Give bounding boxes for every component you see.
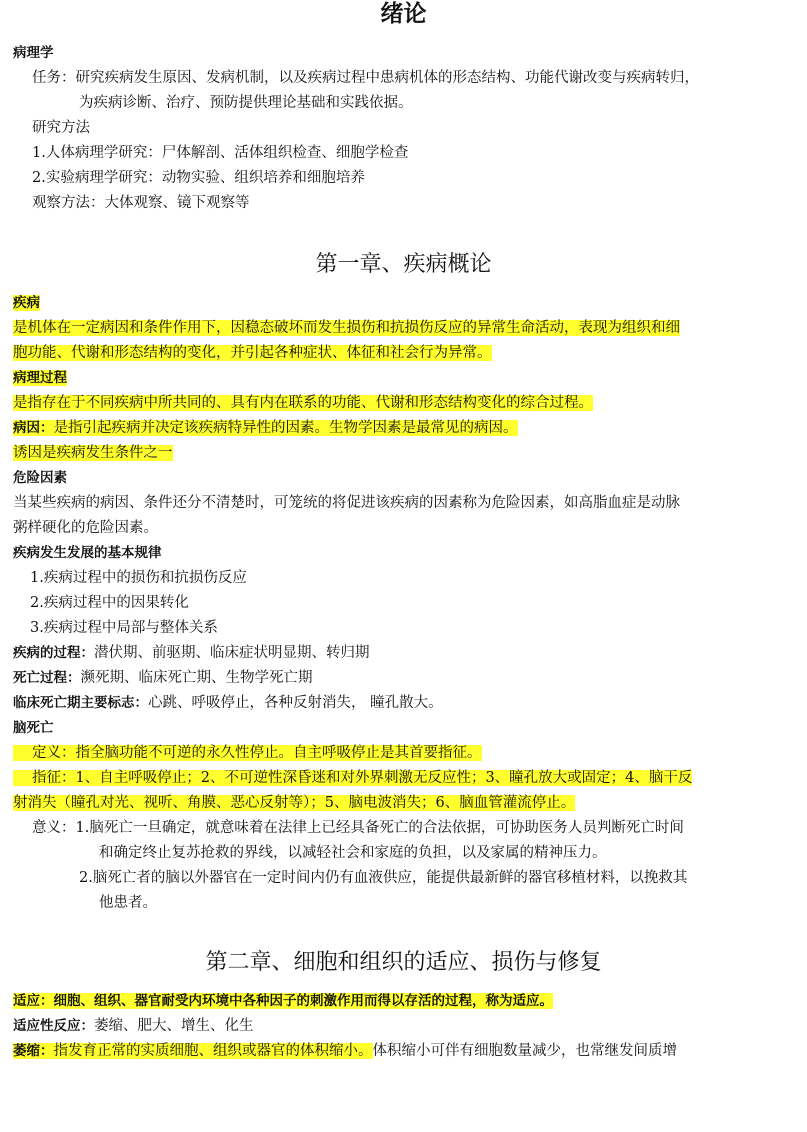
task-line-2: 为疾病诊断、治疗、预防提供理论基础和实践依据。 (79, 95, 413, 111)
chapter-2-title: 第二章、细胞和组织的适应、损伤与修复 (205, 950, 602, 975)
disease-course: 疾病的过程：潜伏期、前驱期、临床症状明显期、转归期 (13, 645, 370, 661)
adaptive-response: 适应性反应：萎缩、肥大、增生、化生 (13, 1018, 254, 1034)
cause-def: 病因：是指引起疾病并决定该疾病特异性的因素。生物学因素是最常见的病因。 (13, 420, 518, 436)
observe-method: 观察方法：大体观察、镜下观察等 (32, 195, 250, 211)
process-label: 病理过程 (13, 370, 67, 386)
brain-death-label: 脑死亡 (13, 720, 54, 736)
rule-item-1: 1.疾病过程中的损伤和抗损伤反应 (30, 570, 247, 586)
risk-def-line-2: 粥样硬化的危险因素。 (13, 520, 158, 536)
intro-title: 绪论 (380, 0, 427, 27)
method-item-1: 1.人体病理学研究：尸体解剖、活体组织检查、细胞学检查 (32, 145, 409, 161)
meaning-item-2-cont: 他患者。 (99, 895, 157, 911)
disease-def-line-2: 胞功能、代谢和形态结构的变化，并引起各种症状、体征和社会行为异常。 (13, 345, 492, 361)
brain-death-sign-line-2: 射消失（瞳孔对光、视听、角膜、恶心反射等）；5、脑电波消失；6、脑血管灌流停止。 (13, 795, 576, 811)
rule-label: 疾病发生发展的基本规律 (13, 545, 162, 561)
risk-def-line-1: 当某些疾病的病因、条件还分不清楚时，可笼统的将促进该疾病的因素称为危险因素，如高脂血症是动脉 (13, 495, 680, 511)
clinical-death-signs: 临床死亡期主要标志：心跳、呼吸停止，各种反射消失， 瞳孔散大。 (13, 695, 443, 711)
trigger-def: 诱因是疾病发生条件之一 (13, 445, 173, 461)
intro-heading: 病理学 (13, 45, 54, 61)
process-def: 是指存在于不同疾病中所共同的、具有内在联系的功能、代谢和形态结构变化的综合过程。 (13, 395, 593, 411)
rule-item-2: 2.疾病过程中的因果转化 (30, 595, 189, 611)
intro-task (32, 67, 699, 89)
brain-death-sign-line-1: 指征：1、自主呼吸停止；2、不可逆性深昏迷和对外界刺激无反应性；3、瞳孔放大或固定；4、脑干反 (13, 767, 692, 789)
disease-label: 疾病 (13, 295, 40, 311)
rule-item-3: 3.疾病过程中局部与整体关系 (30, 620, 218, 636)
method-item-2: 2.实验病理学研究：动物实验、组织培养和细胞培养 (32, 170, 365, 186)
method-title: 研究方法 (32, 120, 90, 136)
disease-def-line-1: 是机体在一定病因和条件作用下，因稳态破坏而发生损伤和抗损伤反应的异常生命活动，表现为组织和细 (13, 320, 680, 336)
meaning-item-1: 意义：1.脑死亡一旦确定，就意味着在法律上已经具备死亡的合法依据，可协助医务人员判断死亡时间 (32, 820, 684, 836)
death-process: 死亡过程：濒死期、临床死亡期、生物学死亡期 (13, 670, 313, 686)
meaning-label: 意义： (32, 820, 76, 836)
task-label: 任务： (32, 70, 76, 86)
chapter-1-title: 第一章、疾病概论 (315, 252, 492, 277)
task-line-1: 研究疾病发生原因、发病机制，以及疾病过程中患病机体的形态结构、功能代谢改变与疾病转归， (75, 70, 699, 86)
atrophy-def: 萎缩：指发育正常的实质细胞、组织或器官的体积缩小。体积缩小可伴有细胞数量减少，也常继发间质增 (13, 1043, 677, 1059)
meaning-item-2: 2.脑死亡者的脑以外器官在一定时间内仍有血液供应，能提供最新鲜的器官移植材料，以挽救其 (79, 870, 688, 886)
adapt-def: 适应：细胞、组织、器官耐受内环境中各种因子的刺激作用而得以存活的过程，称为适应。 (13, 993, 553, 1009)
brain-death-def: 定义：指全脑功能不可逆的永久性停止。自主呼吸停止是其首要指征。 (13, 742, 482, 764)
risk-label: 危险因素 (13, 470, 67, 486)
meaning-item-1-cont: 和确定终止复苏抢救的界线，以减轻社会和家庭的负担，以及家属的精神压力。 (99, 845, 607, 861)
